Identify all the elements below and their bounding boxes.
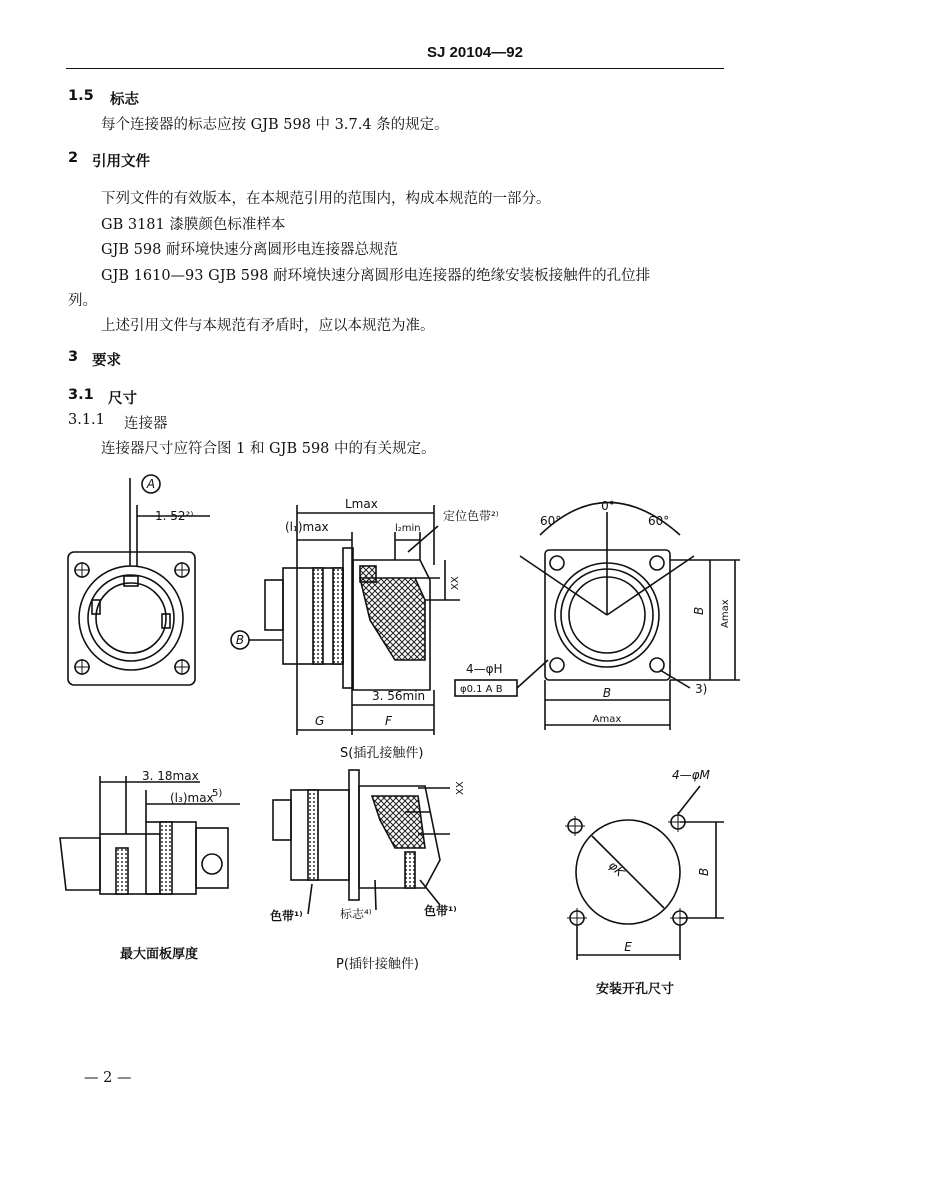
page-number: — 2 — — [84, 1070, 132, 1086]
section-2-number: 2 — [68, 150, 79, 166]
label-dim-b-cutout: B — [697, 867, 711, 876]
section-3-1-1-title: 连接器 — [124, 416, 168, 432]
label-dim-3-56: 3. 56min — [372, 689, 426, 703]
caption-s-view: S(插孔接触件) — [340, 746, 424, 761]
label-note-3: 3) — [695, 682, 708, 696]
label-note-5: 5) — [212, 788, 223, 799]
label-hole-h: 4—φH — [466, 662, 503, 676]
label-xx-s: XX — [450, 576, 461, 590]
reference-gjb1610-line2: 列。 — [68, 293, 97, 309]
section-2-intro: 下列文件的有效版本，在本规范引用的范围内，构成本规范的一部分。 — [101, 191, 551, 207]
label-dim-lmax: Lmax — [345, 497, 378, 511]
label-tolerance: φ0.1 A B — [460, 684, 503, 695]
reference-gjb1610-line1: GJB 1610—93 GJB 598 耐环境快速分离圆形电连接器的绝缘安装板接触件的孔位排 — [101, 268, 651, 284]
document-header: SJ 20104—92 — [427, 44, 523, 61]
label-locating-band: 定位色带²⁾ — [443, 509, 499, 523]
front-view — [68, 475, 282, 685]
label-dim-3-18: 3. 18max — [142, 769, 199, 783]
label-angle-60-right: 60° — [648, 514, 670, 528]
label-xx-p: XX — [455, 781, 466, 795]
label-angle-60-left: 60° — [540, 514, 562, 528]
section-3-number: 3 — [68, 349, 79, 365]
section-3-1-title: 尺寸 — [108, 391, 137, 407]
section-1-5-text: 每个连接器的标志应按 GJB 598 中 3.7.4 条的规定。 — [101, 117, 449, 133]
caption-cutout: 安装开孔尺寸 — [596, 982, 675, 997]
caption-panel-thickness: 最大面板厚度 — [120, 947, 199, 962]
label-dim-g: G — [315, 714, 325, 728]
label-dim-b-horizontal: B — [602, 686, 612, 700]
label-color-band-right: 色带¹⁾ — [424, 904, 457, 918]
section-3-1-1-text: 连接器尺寸应符合图 1 和 GJB 598 中的有关规定。 — [101, 441, 436, 457]
label-dim-amax-horizontal: Amax — [592, 714, 622, 725]
caption-p-view: P(插针接触件) — [336, 957, 419, 972]
section-1-5-number: 1.5 — [68, 88, 94, 104]
section-2-title: 引用文件 — [92, 154, 150, 170]
section-1-5-title: 标志 — [110, 92, 139, 108]
section-2-conflict-note: 上述引用文件与本规范有矛盾时，应以本规范为准。 — [101, 318, 435, 334]
label-dim-l2min: l₂min — [395, 523, 421, 534]
label-angle-0: 0° — [601, 499, 615, 513]
label-hole-m: 4—φM — [672, 768, 710, 782]
label-color-band-left: 色带¹⁾ — [270, 909, 303, 923]
section-3-1-1-number: 3.1.1 — [68, 412, 105, 428]
label-datum-b: B — [235, 633, 245, 647]
label-dim-1-52: 1. 52²⁾ — [155, 509, 194, 523]
reference-gjb598: GJB 598 耐环境快速分离圆形电连接器总规范 — [101, 242, 398, 258]
label-dim-amax-vertical: Amax — [720, 599, 731, 628]
label-dim-l3max: (l₃)max — [170, 791, 214, 805]
section-3-title: 要求 — [92, 353, 121, 369]
label-marking: 标志⁴⁾ — [340, 907, 372, 921]
label-dim-k: φK — [605, 858, 627, 880]
reference-gb3181: GB 3181 漆膜颜色标准样本 — [101, 217, 286, 233]
label-dim-f: F — [385, 714, 392, 728]
label-datum-a: A — [146, 477, 156, 491]
section-3-1-number: 3.1 — [68, 387, 94, 403]
label-dim-b-vertical: B — [692, 606, 706, 615]
label-dim-e: E — [624, 940, 632, 954]
label-dim-l1max: (l₁)max — [285, 520, 329, 534]
side-section-p — [273, 770, 450, 914]
